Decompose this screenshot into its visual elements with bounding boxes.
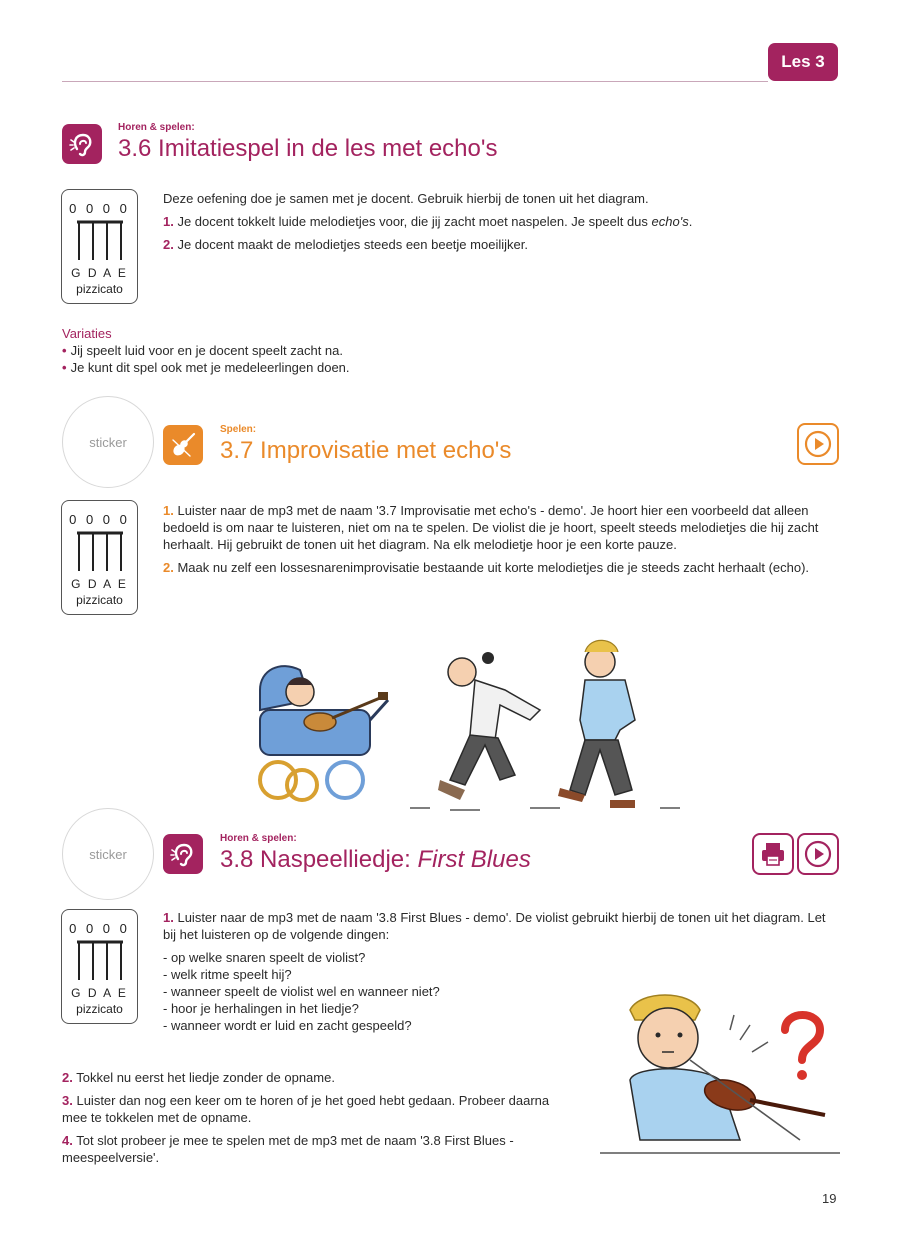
section-kicker: Horen & spelen: bbox=[118, 122, 195, 133]
diagram-label: pizzicato bbox=[76, 282, 123, 296]
step-item: 4. Tot slot probeer je mee te spelen met de mp3 met de naam '3.8 First Blues - meespeelversie'. bbox=[62, 1133, 514, 1165]
list-item: - wanneer speelt de violist wel en wanneer niet? bbox=[163, 984, 440, 999]
step-item: 2. Tokkel nu eerst het liedje zonder de opname. bbox=[62, 1070, 335, 1085]
list-item: - wanneer wordt er luid en zacht gespeeld? bbox=[163, 1018, 412, 1033]
section-36-text bbox=[163, 190, 838, 259]
ear-icon bbox=[163, 834, 203, 874]
print-sheet-button[interactable] bbox=[752, 833, 794, 875]
diagram-open-strings: 0 0 0 0 bbox=[69, 201, 130, 216]
string-diagram bbox=[61, 189, 138, 304]
section-38-steps bbox=[62, 1069, 572, 1172]
list-item: - welk ritme speelt hij? bbox=[163, 967, 292, 982]
list-item: • Je kunt dit spel ook met je medeleerlingen doen. bbox=[62, 360, 350, 375]
play-icon bbox=[804, 840, 832, 868]
echo-cartoon-illustration bbox=[240, 630, 690, 815]
step-item: 1. Je docent tokkelt luide melodietjes voor, die jij zacht moet naspelen. Je speelt dus echo's. bbox=[163, 214, 693, 229]
violin-icon bbox=[163, 425, 203, 465]
variations-title: Variaties bbox=[62, 326, 112, 341]
diagram-label: pizzicato bbox=[76, 593, 123, 607]
diagram-string-names: G D A E bbox=[71, 986, 128, 1000]
section-kicker: Spelen: bbox=[220, 424, 257, 435]
step-item: 3. Luister dan nog een keer om te horen of je het goed hebt gedaan. Probeer daarna mee te tokkelen met de opname. bbox=[62, 1093, 550, 1125]
fingerboard-icon bbox=[75, 220, 125, 262]
variations bbox=[62, 325, 562, 376]
printer-icon bbox=[759, 840, 787, 868]
ear-icon bbox=[62, 124, 102, 164]
diagram-open-strings: 0 0 0 0 bbox=[69, 921, 130, 936]
violinist-question-illustration bbox=[600, 990, 840, 1160]
sticker-placeholder: sticker bbox=[62, 396, 154, 488]
intro-paragraph: Deze oefening doe je samen met je docent. Gebruik hierbij de tonen uit het diagram. bbox=[163, 191, 649, 206]
diagram-string-names: G D A E bbox=[71, 266, 128, 280]
list-item: • Jij speelt luid voor en je docent speelt zacht na. bbox=[62, 343, 344, 358]
section-title: 3.6 Imitatiespel in de les met echo's bbox=[118, 135, 498, 162]
header-rule bbox=[62, 81, 768, 82]
step-item: 1. Luister naar de mp3 met de naam '3.7 Improvisatie met echo's - demo'. Je hoort hier een voorbeeld dat alleen bedoeld is om naar te luisteren, niet om na te spelen. De violist die je hoort, speelt steeds melodietjes die hij zacht herhaalt. Hij gebruikt de tonen uit het diagram. Na elk melodietje hoor je een korte pauze. bbox=[163, 503, 819, 552]
play-icon bbox=[804, 430, 832, 458]
fingerboard-icon bbox=[75, 940, 125, 982]
section-37-text bbox=[163, 502, 838, 582]
list-item: - hoor je herhalingen in het liedje? bbox=[163, 1001, 359, 1016]
step-item: 2. Maak nu zelf een lossesnarenimprovisatie bestaande uit korte melodietjes die je steeds zacht herhaalt (echo). bbox=[163, 560, 810, 575]
string-diagram bbox=[61, 500, 138, 615]
section-title: 3.7 Improvisatie met echo's bbox=[220, 437, 512, 464]
lesson-badge: Les 3 bbox=[768, 43, 838, 81]
list-item: - op welke snaren speelt de violist? bbox=[163, 950, 366, 965]
diagram-open-strings: 0 0 0 0 bbox=[69, 512, 130, 527]
string-diagram bbox=[61, 909, 138, 1024]
diagram-label: pizzicato bbox=[76, 1002, 123, 1016]
section-title: 3.8 Naspeelliedje: First Blues bbox=[220, 846, 531, 873]
play-audio-button[interactable] bbox=[797, 833, 839, 875]
fingerboard-icon bbox=[75, 531, 125, 573]
page-number: 19 bbox=[822, 1191, 837, 1206]
sticker-placeholder: sticker bbox=[62, 808, 154, 900]
step-item: 1. Luister naar de mp3 met de naam '3.8 First Blues - demo'. De violist gebruikt hierbij de tonen uit het diagram. Let bij het luisteren op de volgende dingen: bbox=[163, 910, 826, 942]
play-audio-button[interactable] bbox=[797, 423, 839, 465]
diagram-string-names: G D A E bbox=[71, 577, 128, 591]
section-kicker: Horen & spelen: bbox=[220, 833, 297, 844]
step-item: 2. Je docent maakt de melodietjes steeds een beetje moeilijker. bbox=[163, 237, 528, 252]
